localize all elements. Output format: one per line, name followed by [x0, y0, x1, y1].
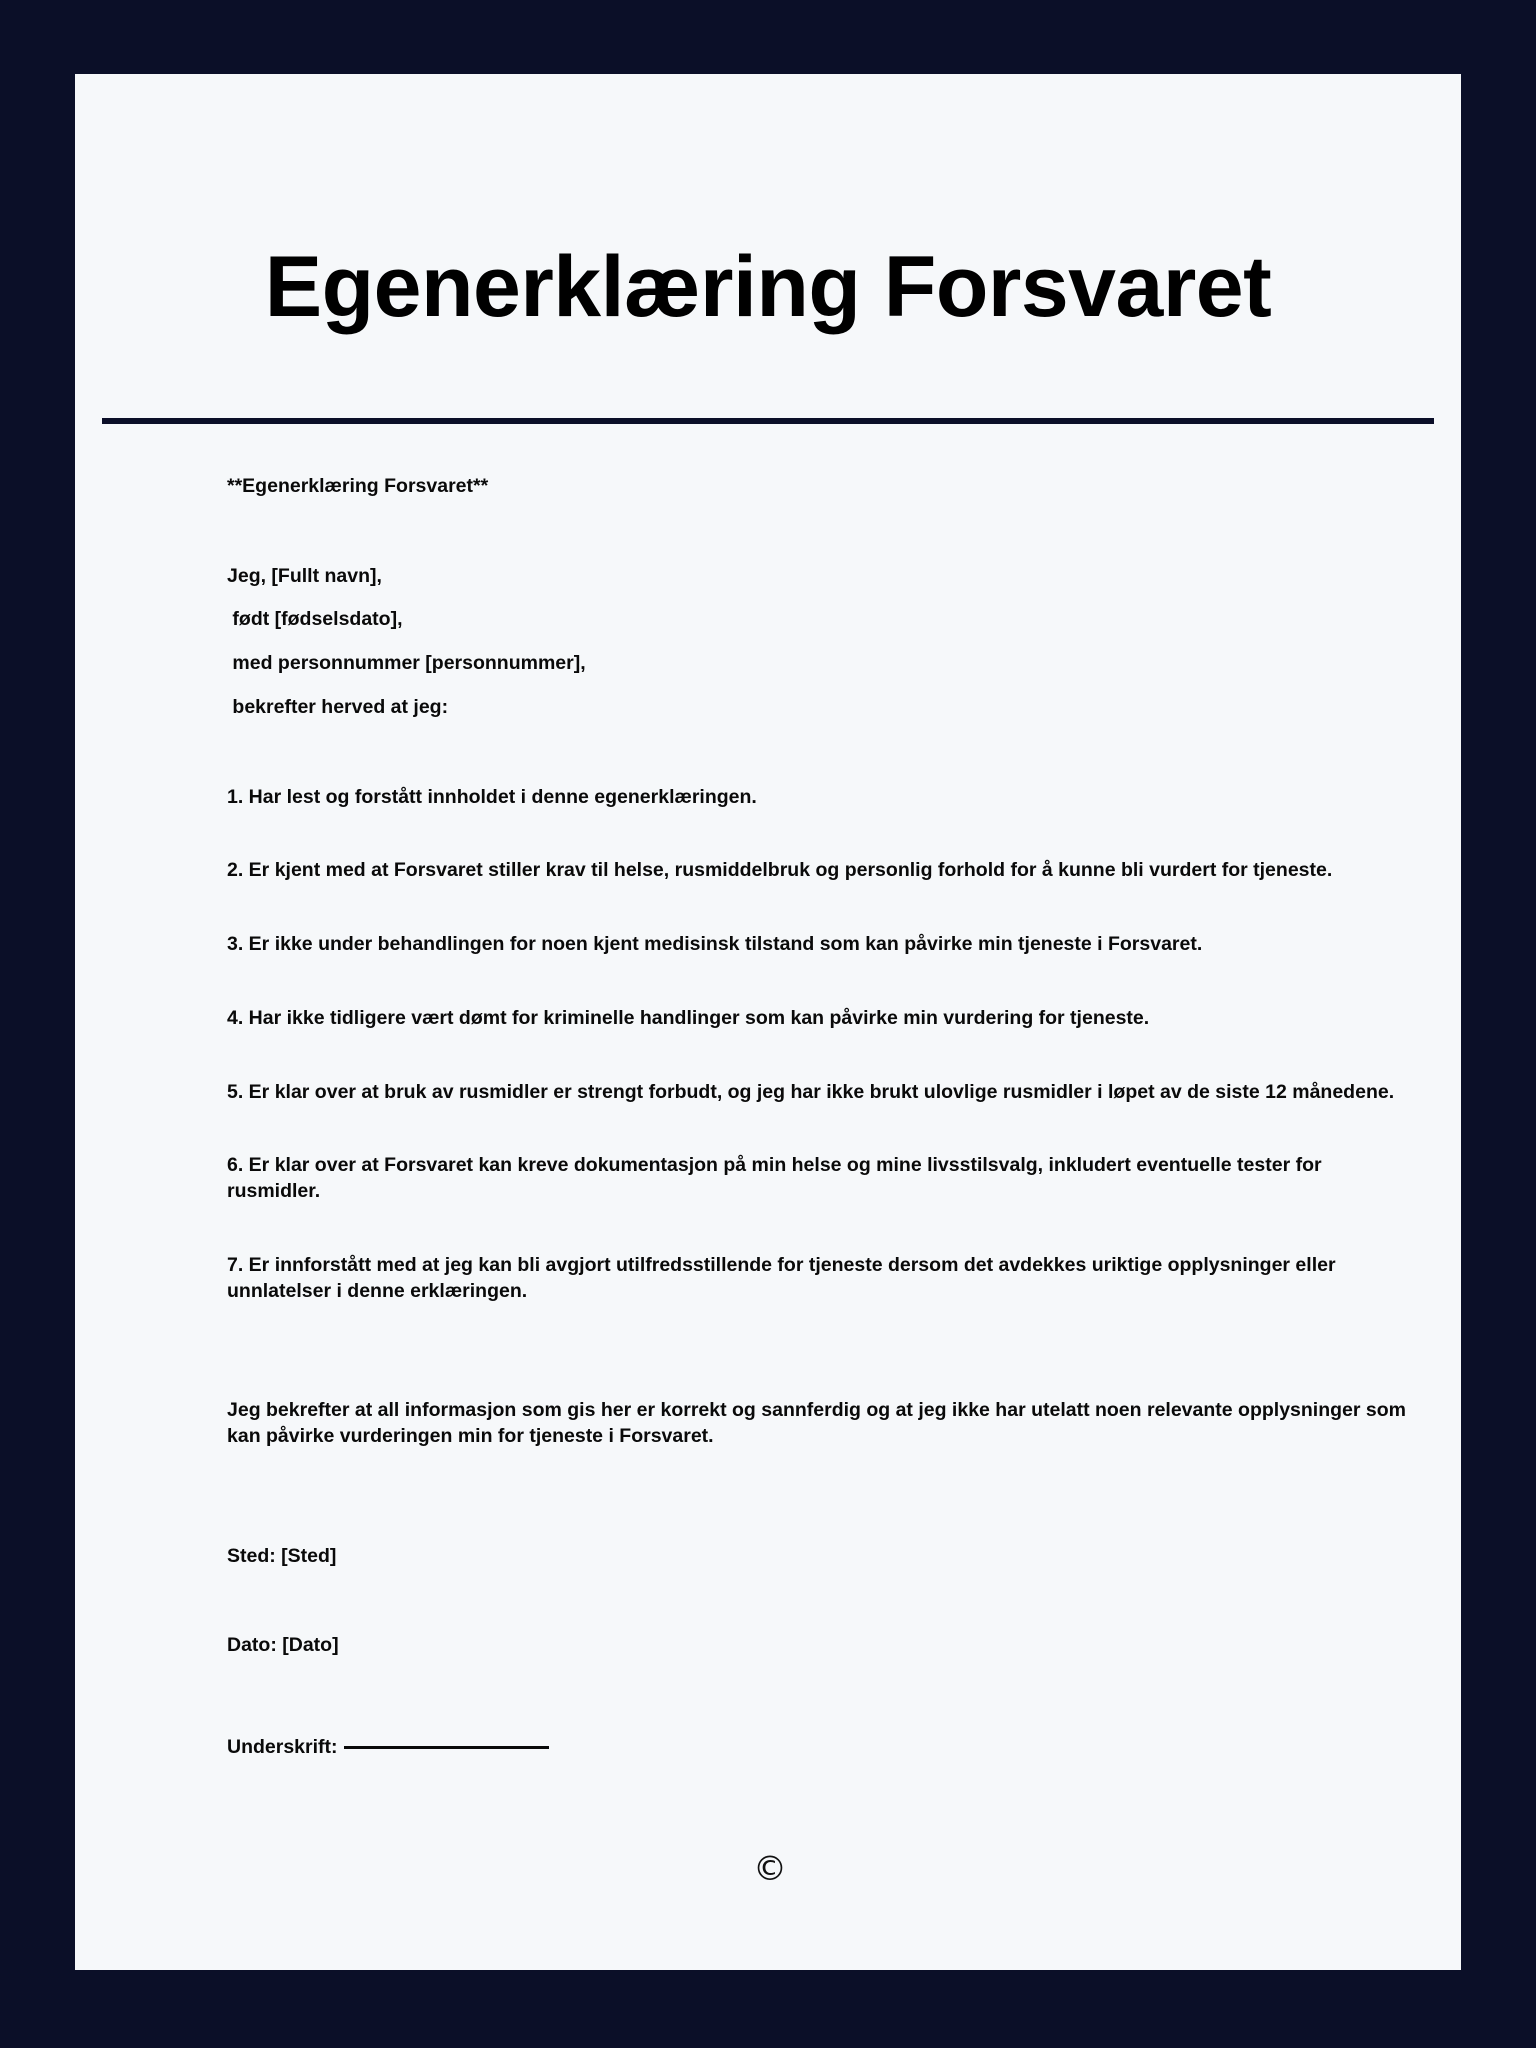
spacer — [227, 1514, 1411, 1544]
spacer — [227, 589, 1411, 607]
spacer — [227, 1450, 1411, 1514]
spacer — [227, 884, 1411, 932]
spacer — [227, 958, 1411, 1006]
heading-repeat: **Egenerklæring Forsvaret** — [227, 475, 489, 497]
declaration-item-1: 1. Har lest og forstått innholdet i denne egenerklæringen. — [227, 785, 757, 808]
document-body — [227, 474, 1411, 1761]
field-date: Dato: [Dato] — [227, 1634, 339, 1657]
spacer — [227, 1569, 1411, 1633]
signature-rule[interactable] — [344, 1745, 549, 1749]
declaration-item-7: 7. Er innforstått med at jeg kan bli avgjort utilfredsstillende for tjeneste dersom det avdekkes uriktige opplysninger eller unnlatelser i denne erklæringen. — [227, 1253, 1341, 1302]
spacer — [227, 1659, 1411, 1723]
footer — [75, 1849, 1461, 1889]
document-sheet — [75, 74, 1461, 1970]
spacer — [227, 1723, 1411, 1735]
spacer — [227, 500, 1411, 564]
declaration-item-5: 5. Er klar over at bruk av rusmidler er strengt forbudt, og jeg har ikke brukt ulovlige rusmidler i løpet av de siste 12 månedene. — [227, 1080, 1395, 1103]
spacer — [227, 810, 1411, 858]
spacer — [227, 677, 1411, 695]
spacer — [227, 1368, 1411, 1398]
title-divider — [102, 418, 1434, 424]
intro-line-confirm: bekrefter herved at jeg: — [227, 695, 449, 718]
spacer — [227, 1304, 1411, 1368]
intro-line-name: Jeg, [Fullt navn], — [227, 564, 382, 587]
page-title: Egenerklæring Forsvaret — [264, 239, 1272, 335]
intro-line-personal-number: med personnummer [personnummer], — [227, 652, 586, 675]
declaration-item-2: 2. Er kjent med at Forsvaret stiller krav til helse, rusmiddelbruk og personlig forhold for å kunne bli vurdert for tjeneste. — [227, 859, 1333, 882]
declaration-item-4: 4. Har ikke tidligere vært dømt for kriminelle handlinger som kan påvirke min vurdering for tjeneste. — [227, 1006, 1150, 1029]
field-place: Sted: [Sted] — [227, 1544, 337, 1567]
spacer — [227, 721, 1411, 785]
spacer — [227, 1205, 1411, 1253]
field-signature — [227, 1735, 1411, 1761]
intro-line-birthdate: født [fødselsdato], — [227, 608, 403, 631]
spacer — [227, 633, 1411, 651]
signature-label: Underskrift: — [227, 1736, 338, 1759]
declaration-item-3: 3. Er ikke under behandlingen for noen kjent medisinsk tilstand som kan påvirke min tjeneste i Forsvaret. — [227, 933, 1203, 956]
declaration-item-6: 6. Er klar over at Forsvaret kan kreve dokumentasjon på min helse og mine livsstilsvalg, inkludert eventuelle tester for rusmidler. — [227, 1154, 1327, 1203]
copyright-icon: © — [753, 1849, 787, 1889]
confirmation-paragraph: Jeg bekrefter at all informasjon som gis her er korrekt og sannferdig og at jeg ikke har utelatt noen relevante opplysninger som kan påvirke vurderingen min for tjeneste i Forsvaret. — [227, 1399, 1412, 1448]
spacer — [227, 1105, 1411, 1153]
spacer — [227, 1032, 1411, 1080]
